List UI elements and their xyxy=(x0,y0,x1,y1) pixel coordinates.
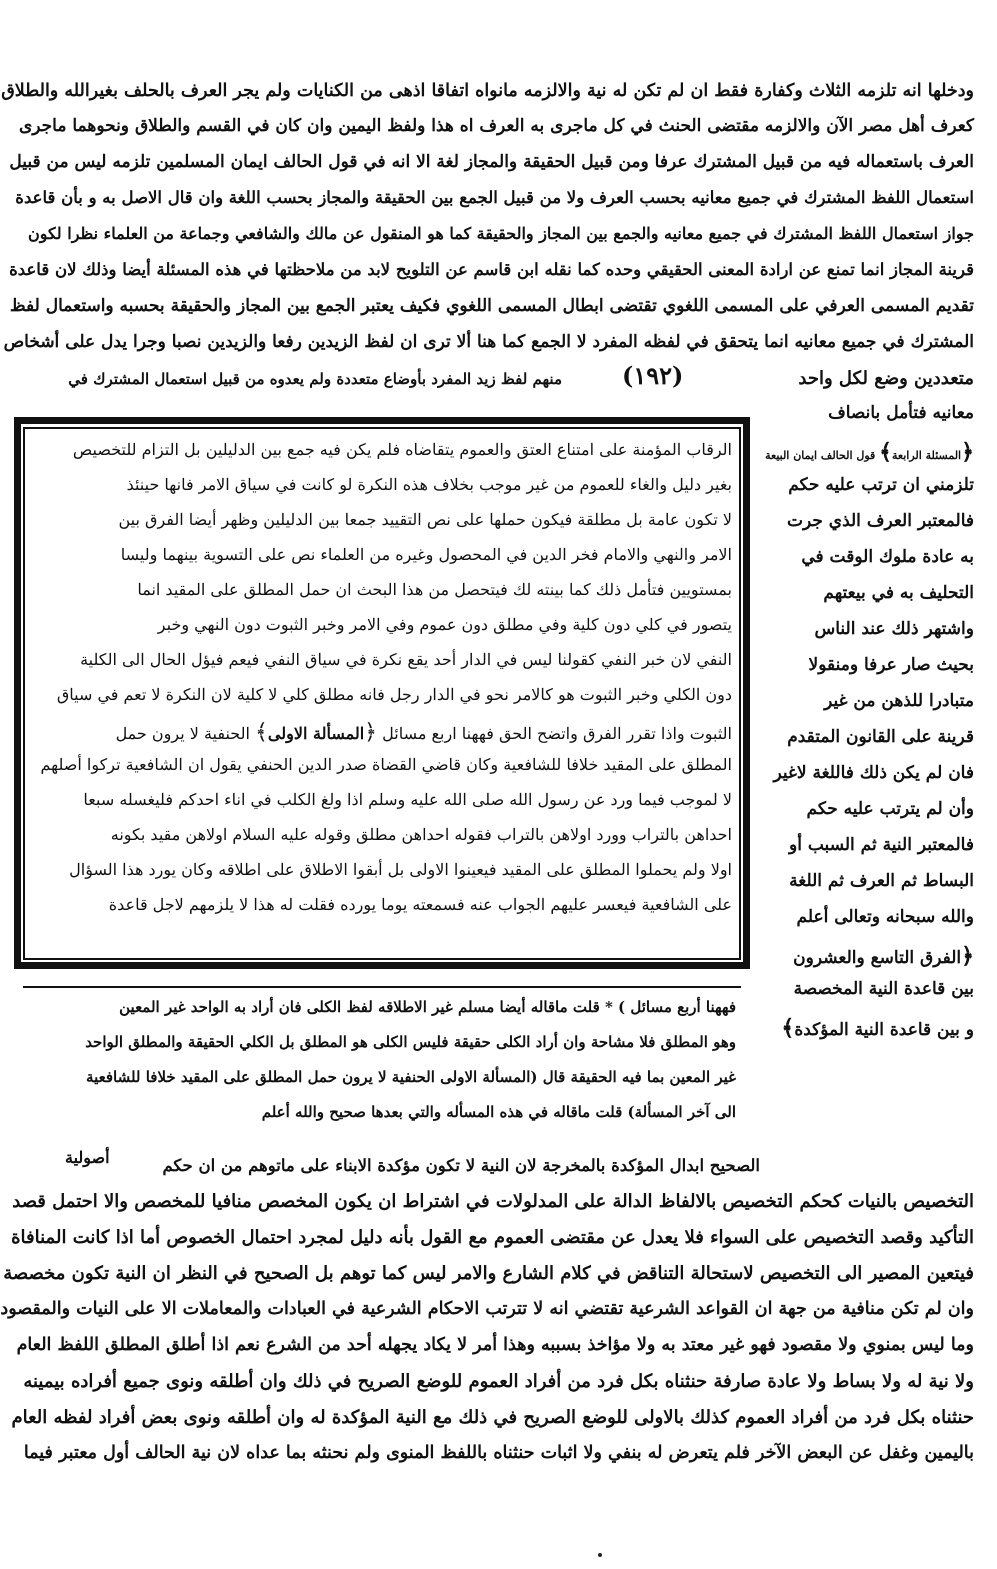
side-text-line: متبادرا للذهن من غير xyxy=(824,691,974,711)
box-text-line: الامر والنهي والامام فخر الدين في المحصول وغيره من العلماء نص على التسوية بينهما وليسا xyxy=(120,545,732,564)
side-text-line: وأن لم يترتب عليه حكم xyxy=(806,799,974,819)
box-text-line: الرقاب المؤمنة على امتناع العتق والعموم يتقاضاه فلم يكن فيه جمع بين الدليلين بل التزام للتخصيص xyxy=(72,440,732,459)
note-text-line: فههنا أربع مسائل ) * قلت ماقاله أيضا مسلم غير الاطلاقه لفظ الكلى فان أراد به الواحد غير المعين xyxy=(119,998,736,1016)
note-text-line: وهو المطلق فلا مشاحة وان أراد الكلى حقيقة فليس الكلى هو المطلق بل الكلي الحقيقة والمطلق الواحد xyxy=(85,1033,736,1051)
side-text-line: تلزمني ان ترتب عليه حكم xyxy=(788,475,974,495)
ink-dot xyxy=(598,1553,602,1557)
text-line: باليمين وغفل عن البعض الآخر فلم يتعرض له بنفي ولا اثبات حنثناه باللفظ المنوى ولم نحنثه بما عداه لان نية الحالف أول معتبر فيما xyxy=(23,1443,974,1463)
text-line: التأكيد وقصد التخصيص على السواء فلا يعدل عن مقتضى العموم مع القول بأنه دليل لمجرد احتمال الخصوص أما اذا كانت المنافاة xyxy=(11,1227,974,1248)
text-line: قرينة المجاز انما تمنع عن ارادة المعنى الحقيقي وحده كما نقله ابن قاسم عن التلويح لابد من ملاحظتها في هذه المسئلة أيضا وذلك لان قاعدة xyxy=(9,260,974,279)
text-line: تقديم المسمى العرفي على المسمى اللغوي تقتضى ابطال المسمى اللغوي فكيف يعتبر الجمع بين المجاز والحقيقة بحسبه واستعمال لفظ xyxy=(9,296,974,316)
margin-label: أصولية xyxy=(65,1148,110,1167)
side-text-line: قرينة على القانون المتقدم xyxy=(787,727,974,747)
text-line: وان لم تكن منافية من جهة ان القواعد الشرعية تقتضي انه لا تترتب الاحكام الشرعية في العبادات والمعاملات الا على النيات والمقصود xyxy=(0,1299,974,1319)
text-line: ودخلها انه تلزمه الثلاث وكفارة فقط ان لم تكن له نية والالزمه مانواه اتفاقا اذهى من الكنايات ولم يجر العرف بالحلف بغيرالله والطلاق xyxy=(1,81,974,101)
box-text-line: الثبوت واذا تقرر الفرق واتضح الحق فههنا اربع مسائل ﴿المسألة الاولى﴾ الحنفية لا يرون حمل xyxy=(115,720,732,745)
text-line: فيتعين المصير الى التخصيص لاستحالة التناقض في كلام الشارع والامر ليس كما توهم بل الصحيح في النظر ان النية تكون مخصصة xyxy=(3,1263,974,1284)
side-text-line: به عادة ملوك الوقت في xyxy=(801,547,974,567)
box-text-line: المطلق على المقيد خلافا للشافعية وكان قاضي القضاة صدر الدين الحنفي يقول ان الشافعية تركوا أصلهم xyxy=(40,755,732,774)
side-text-line: البساط ثم العرف ثم اللغة xyxy=(789,871,974,891)
side-text-line: واشتهر ذلك عند الناس xyxy=(814,619,974,639)
text-line: الصحيح ابدال المؤكدة بالمخرجة لان النية لا تكون مؤكدة الابناء على ماتوهم من ان حكم xyxy=(162,1156,760,1175)
text-line: ولا نية له ولا بساط ولا عادة صارفة حنثناه بكل فرد من أفراد العموم للوضع الصريح في ذلك وان أطلقه ونوى جميع أفراده بيمينه xyxy=(23,1371,974,1392)
text-line: منهم لفظ زيد المفرد بأوضاع متعددة ولم يعدوه من قبيل استعمال المشترك في xyxy=(68,370,562,388)
side-text-line: فان لم يكن ذلك فاللغة لاغير xyxy=(773,763,974,783)
side-text-line: التحليف به في بيعتهم xyxy=(823,583,974,603)
text-line: متعددين وضع لكل واحد xyxy=(798,368,974,389)
box-text-line: احداهن بالتراب وورد اولاهن بالتراب فقوله احداهن مطلق وقوله عليه السلام اولاهن مقيد بكونه xyxy=(110,825,732,844)
box-text-line: بمستويين فتأمل ذلك كما بينته لك فيتحصل من هذا البحث ان حمل المطلق على المقيد انما xyxy=(137,580,732,599)
text-line: استعمال اللفظ المشترك في جميع معانيه بحسب العرف ولا من قبيل الجمع بين الحقيقة والمجاز بحسب اللغة وان قال الاصل به و بأن قاعدة xyxy=(15,188,974,207)
note-text-line: الى آخر المسألة) قلت ماقاله في هذه المسأله والتي بعدها صحيح والله أعلم xyxy=(261,1103,736,1121)
box-text-line: لا لموجب فيما ورد عن رسول الله صلى الله عليه وسلم اذا ولغ الكلب في اناء احدكم فليغسله سبعا xyxy=(83,790,732,809)
side-text-line: معانيه فتأمل بانصاف xyxy=(828,403,974,423)
box-text-line: النفي لان خبر النفي كقولنا ليس في الدار أحد يقع نكرة في سياق النفي فيعم فيؤل الحال الى الكلية xyxy=(80,650,732,669)
text-line: كعرف أهل مصر الآن والالزمه مقتضى الحنث في كل ماجرى به العرف اه هذا ولفظ اليمين وان كان في القسم والطلاق ونحوهما ماجرى xyxy=(18,116,974,136)
box-text-line: بغير دليل والغاء للعموم من غير موجب بخلاف هذه النكرة لو كانت في سياق الامر فانها حينئذ xyxy=(126,475,732,494)
side-text-line: فالمعتبر العرف الذي جرت xyxy=(786,511,974,531)
note-text-line: غير المعين بما فيه الحقيقة قال (المسألة الاولى الحنفية لا يرون حمل المطلق على المقيد خلافا للشافعية xyxy=(86,1068,736,1086)
text-line: التخصيص بالنيات كحكم التخصيص بالالفاظ الدالة على المدلولات في اشتراط ان يكون المخصص منافيا للمخصص والا احتمل قصد xyxy=(12,1191,974,1212)
side-text-line: والله سبحانه وتعالى أعلم xyxy=(796,907,974,927)
commentary-divider xyxy=(23,986,741,988)
box-text-line: اولا ولم يحملوا المطلق على المقيد فيعينوا الاولى بل أبقوا الاطلاق على اطلاقه وكان يورد هذا السؤال xyxy=(69,860,732,879)
side-text-line: بين قاعدة النية المخصصة xyxy=(793,979,974,999)
box-text-line: لا تكون عامة بل مطلقة فيكون حملها على نص التقييد جمعا بين الدليلين وظهر أيضا الفرق بين xyxy=(118,510,732,529)
side-heading: ﴿المسئلة الرابعة﴾ قول الحالف ايمان البيعة xyxy=(765,439,974,465)
text-line: حنثناه بكل فرد من أفراد العموم كذلك بالاولى للوضع الصريح في ذلك مع النية المؤكدة له وان أطلقه ونوى بعض أفراد لفظه العام xyxy=(11,1407,974,1428)
text-line: وما ليس بمنوي ولا مقصود فهو غير معتد به ولا مؤاخذ بسببه وهذا أمر لا يكاد يجهله أحد من الشرع نعم اذا أطلق المطلق اللفظ العام xyxy=(16,1335,974,1355)
side-heading: ﴿الفرق التاسع والعشرون xyxy=(793,943,974,969)
box-text-line: على الشافعية فيعسر عليهم الجواب عنه فسمعته يوما يورده فقلت له هذا لا يلزمهم لاجل قاعدة xyxy=(108,895,732,914)
side-text-line: بحيث صار عرفا ومنقولا xyxy=(808,655,974,675)
page-number: (١٩٢) xyxy=(622,361,684,390)
text-line: المشترك في جميع معانيه انما يتحقق في لفظه المفرد لا الجمع كما هنا ألا ترى ان لفظ الزيدين رفعا والزيدين نصبا وجرا يدل على أشخاص xyxy=(3,332,974,352)
box-heading: المسألة الاولى xyxy=(267,724,365,743)
box-text-line: يتصور في كلي دون كلية وفي مطلق دون عموم وفي الامر وخبر الثبوت دون النهي وخبر xyxy=(157,615,732,634)
side-heading: و بين قاعدة النية المؤكدة﴾ xyxy=(781,1015,974,1041)
box-text-line: دون الكلي وخبر الثبوت هو كالامر نحو في الدار رجل فانه مطلق كلي لا كلية لان النكرة لا تعم في سياق xyxy=(56,685,732,704)
text-line: العرف باستعماله فيه من قبيل المشترك عرفا ومن قبيل الحقيقة والمجاز لغة الا انه في قول الحالف ايمان المسلمين تلزمه ليس من قبيل xyxy=(9,152,974,172)
text-line: جواز استعمال اللفظ المشترك في جميع معانيه والجمع بين المجاز والحقيقة كما هو المنقول عن مالك والشافعي وجماعة من العلماء نظرا لكون xyxy=(27,224,974,243)
side-text-line: فالمعتبر النية ثم السبب أو xyxy=(789,835,974,855)
